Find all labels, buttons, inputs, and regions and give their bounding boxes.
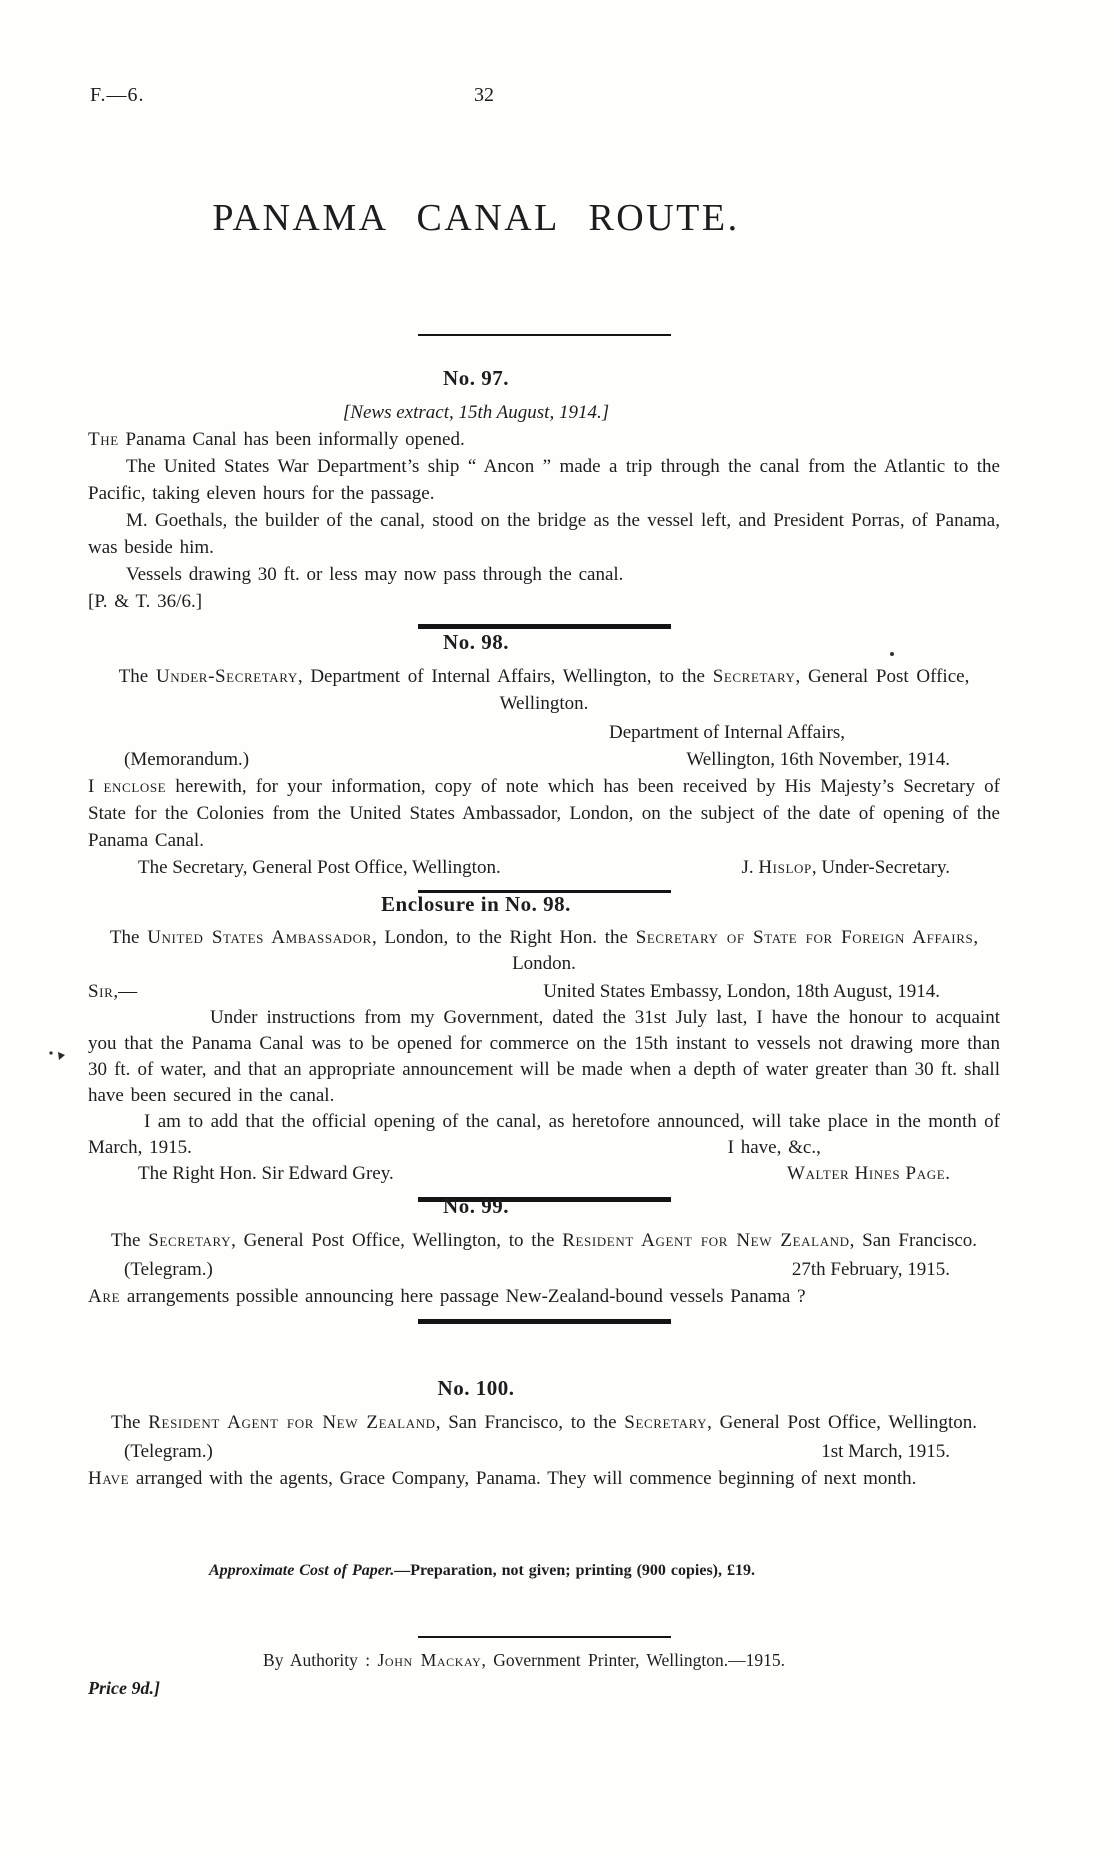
paragraph: The United States War Department’s ship “ Ancon ” made a trip through the canal from the Atlantic to the Pacific, taking eleven hours for the passage. [88,456,1000,504]
paragraph [88,426,1000,453]
section-enclosure-98 [88,892,1000,1202]
paragraph: M. Goethals, the builder of the canal, stood on the bridge as the vessel left, and President Porras, of Panama, was beside him. [88,510,1000,558]
footer-divider [88,1636,1000,1638]
telegram-date-row [88,1256,1000,1283]
signature-text: J. [741,857,759,878]
telegram-label: (Telegram.) [124,1259,213,1280]
department-line: Department of Internal Affairs, [608,722,845,743]
paragraph [88,1109,1000,1161]
signature-row [88,1161,1000,1188]
document-title: PANAMA CANAL ROUTE. [212,197,740,239]
embassy-date-line: United States Embassy, London, 18th August, 1914. [543,981,940,1002]
heading-text: The [118,666,156,687]
section-number: No. 100. [437,1376,515,1400]
paragraph [88,1465,1000,1492]
section-no-100 [88,1376,1000,1492]
date-line: 27th February, 1915. [791,1259,950,1280]
valediction: I have, &c., [727,1137,821,1158]
section-number: No. 98. [443,630,509,654]
signature-name: Walter Hines Page [787,1163,946,1184]
paragraph: Under instructions from my Government, dated the 31st July last, I have the honour to acquaint you that the Panama Canal was to be opened for commerce on the 15th instant to vessels not drawing more than 30 ft. of water, and that an appropriate announcement will be made when a depth of water greater than 30 ft. shall have been secured in the canal. [88,1007,1000,1106]
date-line: 1st March, 1915. [821,1441,950,1462]
heading-smallcaps: Secretary [148,1230,232,1251]
enclosure-title: Enclosure in No. 98. [381,892,571,916]
price-label: Price 9d.] [88,1678,160,1698]
section-no-98 [88,630,1000,893]
heading-smallcaps: Secretary [624,1412,708,1433]
heading-text: , San Francisco, to the [435,1412,625,1433]
heading-text: , London. [512,927,979,974]
heading-smallcaps: Secretary of State for Foreign Affairs [635,927,974,948]
file-reference: [P. & T. 36/6.] [88,591,203,612]
body-text: arrangements possible announcing here passage New-Zealand-bound vessels Panama ? [120,1286,806,1307]
heading-text: , Department of Internal Affairs, Wellington, to the [297,666,713,687]
running-header [88,84,1000,112]
title-divider [88,334,1000,336]
heading-text: , London, to the Right Hon. the [371,927,636,948]
margin-ink-mark [48,1048,68,1064]
salutation-word: Sir [88,981,114,1002]
lead-word: The [88,429,119,450]
authority-imprint [68,1650,980,1671]
signature [741,854,950,881]
signature-row [88,854,1000,881]
page-number: 32 [474,84,494,106]
heading-text: , General Post Office, Wellington, to the [231,1230,563,1251]
section-no-97 [88,366,1000,629]
paragraph [88,1283,1000,1310]
paragraph-text: Panama Canal has been informally opened. [118,429,465,450]
heading-smallcaps: Under-Secretary [155,666,298,687]
salutation-date-row [88,979,1000,1005]
telegram-label: (Telegram.) [124,1441,213,1462]
correspondence-heading [88,1409,1000,1436]
authority-text: By Authority : [263,1650,378,1670]
salutation [88,979,137,1005]
signature-text: . [945,1163,950,1184]
lead-word: enclose [103,776,167,797]
body-text: arranged with the agents, Grace Company, Panama. They will commence beginning of next month. [129,1468,917,1489]
heading-text: , General Post Office, Wellington. [707,1412,978,1433]
correspondence-heading [88,1227,1000,1254]
signature-name: Hislop [758,857,812,878]
document-reference: F.—6. [90,84,145,106]
section-number: No. 97. [443,366,509,390]
addressee-line: The Secretary, General Post Office, Wellington. [138,857,501,878]
printer-name: John Mackay [377,1650,482,1670]
heading-smallcaps: Resident Agent for New Zealand [148,1412,436,1433]
heading-text: The [109,927,148,948]
addressee-line: The Right Hon. Sir Edward Grey. [138,1163,394,1184]
correspondence-heading [88,663,1000,717]
memorandum-date-row [88,746,1000,773]
paragraph: Vessels drawing 30 ft. or less may now pass through the canal. [126,564,624,585]
signature [787,1161,950,1187]
ink-dot [890,652,894,656]
section-divider [88,1319,1000,1324]
heading-smallcaps: Secretary [712,666,796,687]
authority-text: , Government Printer, Wellington.—1915. [481,1650,785,1670]
memorandum-label: (Memorandum.) [124,749,250,770]
heading-text: , San Francisco. [849,1230,978,1251]
heading-text: , General Post Office, Wellington. [499,666,970,714]
section-divider [88,624,1000,629]
date-line: Wellington, 16th November, 1914. [686,749,950,770]
heading-text: The [110,1230,149,1251]
section-no-99 [88,1194,1000,1324]
cost-note-rest: —Preparation, not given; printing (900 copies), £19. [394,1562,756,1579]
correspondence-heading [88,925,1000,977]
lead-word: Are [88,1286,121,1307]
heading-smallcaps: Resident Agent for New Zealand [562,1230,850,1251]
body-text: herewith, for your information, copy of note which has been received by His Majesty’s Secretary of State for the Colonies from the United States Ambassador, London, on the subject of the date of opening of the Panama Canal. [88,776,1001,851]
signature-text: , Under-Secretary. [811,857,950,878]
lead-word: Have [88,1468,130,1489]
paragraph [88,773,1000,854]
telegram-date-row [88,1438,1000,1465]
body-text: I am to add that the official opening of the canal, as heretofore announced, will take place in the month of March, 1915. [88,1111,1000,1158]
heading-smallcaps: United States Ambassador [147,927,372,948]
section-number: No. 99. [443,1194,509,1218]
salutation-dash: ,— [113,981,138,1002]
heading-text: The [110,1412,149,1433]
cost-of-paper-note [26,1562,938,1580]
body-text: I [88,776,104,797]
news-extract-line: [News extract, 15th August, 1914.] [342,402,610,423]
cost-note-lead: Approximate Cost of Paper. [208,1562,395,1579]
